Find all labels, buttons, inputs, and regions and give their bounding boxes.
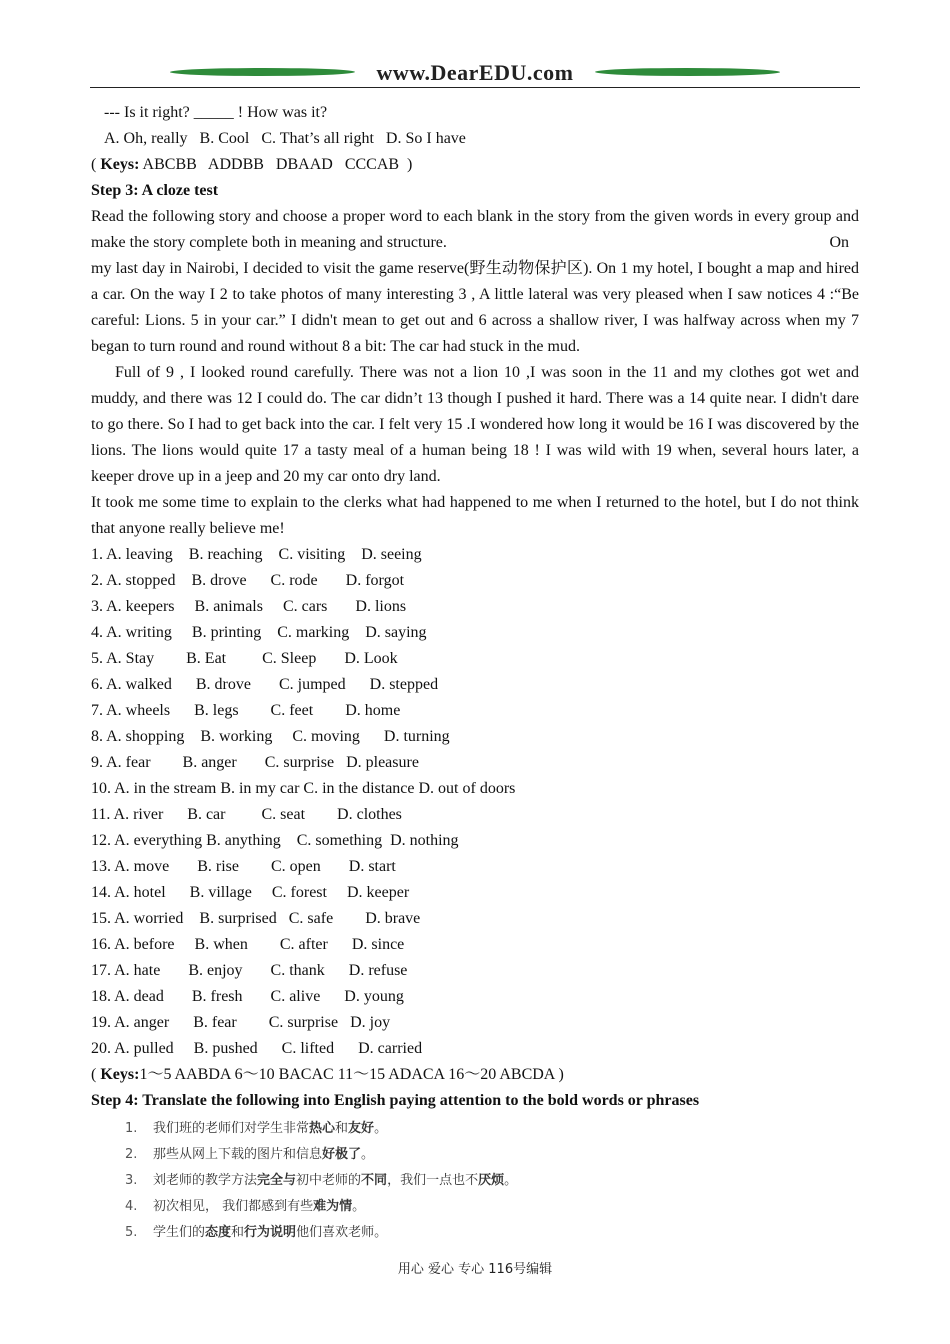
question-item: 5. A. Stay B. Eat C. Sleep D. Look bbox=[91, 650, 398, 667]
question-item: 3. A. keepers B. animals C. cars D. lions bbox=[91, 598, 407, 615]
question-item: 8. A. shopping B. working C. moving D. turning bbox=[91, 728, 450, 745]
translation-item: 5. 学生们的态度和行为说明他们喜欢老师。 bbox=[125, 1225, 388, 1240]
question-item: 14. A. hotel B. village C. forest D. keeper bbox=[91, 884, 410, 901]
header-rule bbox=[90, 87, 860, 88]
document-body bbox=[91, 100, 859, 1114]
keys-line-2: ( Keys:1～5 AABDA 6～10 BACAC 11～15 ADACA 16～20 ABCDA ) bbox=[91, 1066, 564, 1083]
bold-phrase: 完全与 bbox=[257, 1173, 297, 1188]
question-line: --- Is it right? _____ ! How was it? bbox=[104, 104, 328, 121]
translation-text: 那些从网上下载的图片和信息 bbox=[153, 1147, 323, 1162]
bold-phrase: 行为说明 bbox=[244, 1225, 297, 1240]
question-item: 13. A. move B. rise C. open D. start bbox=[91, 858, 396, 875]
translation-text: 。 bbox=[361, 1147, 375, 1162]
page-header bbox=[90, 60, 860, 90]
question-item: 6. A. walked B. drove C. jumped D. stepped bbox=[91, 676, 439, 693]
bold-phrase: 友好 bbox=[348, 1121, 375, 1136]
question-item: 9. A. fear B. anger C. surprise D. pleasure bbox=[91, 754, 419, 771]
question-item: 12. A. everything B. anything C. something D. nothing bbox=[91, 832, 459, 849]
story-paragraph-2: Full of 9 , I looked round carefully. There was not a lion 10 ,I was soon in the 11 and my clothes got wet and muddy, and there was 12 I could do. The car didn’t 13 though I pushed it hard. There was a 14 quite near. I didn't dare to go there. So I had to get back into the car. I felt very 15 .I wondered how long it would be 16 I was discovered by the lions. The lions would quite 17 a tasty meal of a human being 18 ! I was wild with 19 when, several hours later, a keeper drove up in a jeep and 20 my car onto dry land. bbox=[91, 364, 859, 485]
translation-text: 学生们的 bbox=[153, 1225, 206, 1240]
question-item: 15. A. worried B. surprised C. safe D. brave bbox=[91, 910, 421, 927]
translation-item: 4. 初次相见， 我们都感到有些难为情。 bbox=[125, 1199, 366, 1214]
question-item: 20. A. pulled B. pushed C. lifted D. carried bbox=[91, 1040, 423, 1057]
step3-title: Step 3: A cloze test bbox=[91, 182, 219, 199]
question-item: 18. A. dead B. fresh C. alive D. young bbox=[91, 988, 404, 1005]
question-list bbox=[91, 542, 859, 1062]
step4-title: Step 4: Translate the following into English paying attention to the bold words or phrases bbox=[91, 1092, 700, 1109]
question-item: 11. A. river B. car C. seat D. clothes bbox=[91, 806, 402, 823]
translation-item: 3. 刘老师的教学方法完全与初中老师的不同，我们一点也不厌烦。 bbox=[125, 1173, 518, 1188]
keys-line: ( Keys: ABCBB ADDBB DBAAD CCCAB ) bbox=[91, 156, 413, 173]
bold-phrase: 态度 bbox=[205, 1225, 232, 1240]
question-item: 7. A. wheels B. legs C. feet D. home bbox=[91, 702, 401, 719]
site-logo: www.DearEDU.com bbox=[90, 60, 860, 86]
answer-options: A. Oh, really B. Cool C. That’s all right D. So I have bbox=[104, 130, 466, 147]
translation-text: 初次相见， 我们都感到有些 bbox=[153, 1199, 314, 1214]
translation-text: 和 bbox=[231, 1225, 245, 1240]
question-item: 1. A. leaving B. reaching C. visiting D. seeing bbox=[91, 546, 422, 563]
question-item: 4. A. writing B. printing C. marking D. saying bbox=[91, 624, 427, 641]
translation-text: 我们班的老师们对学生非常 bbox=[153, 1121, 310, 1136]
question-item: 10. A. in the stream B. in my car C. in the distance D. out of doors bbox=[91, 780, 516, 797]
bold-phrase: 热心 bbox=[309, 1121, 336, 1136]
translation-text: 刘老师的教学方法 bbox=[153, 1173, 258, 1188]
bold-phrase: 难为情 bbox=[313, 1199, 353, 1214]
question-item: 17. A. hate B. enjoy C. thank D. refuse bbox=[91, 962, 408, 979]
question-item: 16. A. before B. when C. after D. since bbox=[91, 936, 405, 953]
story-paragraph-1: my last day in Nairobi, I decided to visit the game reserve(野生动物保护区). On 1 my hotel, I bought a map and hired a car. On the way I 2 to take photos of many interesting 3 , A little lateral was very pleased when I saw notices 4 :“Be careful: Lions. 5 in your car.” I didn't mean to get out and 6 across a shallow river, I was halfway across when my 7 began to turn round and round without 8 a bit: The car had stuck in the mud. bbox=[91, 260, 859, 355]
question-item: 2. A. stopped B. drove C. rode D. forgot bbox=[91, 572, 405, 589]
translation-text: 和 bbox=[335, 1121, 349, 1136]
translation-text: ，我们一点也不 bbox=[387, 1173, 479, 1188]
page-footer: 用心 爱心 专心 116号编辑 bbox=[397, 1262, 553, 1277]
translation-text: 。 bbox=[504, 1173, 518, 1188]
translation-item: 2. 那些从网上下载的图片和信息好极了。 bbox=[125, 1147, 375, 1162]
translation-text: 。 bbox=[352, 1199, 366, 1214]
translation-text: 初中老师的 bbox=[296, 1173, 362, 1188]
question-item: 19. A. anger B. fear C. surprise D. joy bbox=[91, 1014, 391, 1031]
bold-phrase: 好极了 bbox=[322, 1147, 362, 1162]
bold-phrase: 厌烦 bbox=[478, 1173, 505, 1188]
translation-text: 。 bbox=[374, 1121, 388, 1136]
translation-item: 1. 我们班的老师们对学生非常热心和友好。 bbox=[125, 1121, 388, 1136]
translation-text: 他们喜欢老师。 bbox=[296, 1225, 388, 1240]
instructions: Read the following story and choose a proper word to each blank in the story from the given words in every group and make the story complete both in meaning and structure. On bbox=[91, 208, 859, 251]
bold-phrase: 不同 bbox=[361, 1173, 388, 1188]
story-paragraph-3: It took me some time to explain to the clerks what had happened to me when I returned to the hotel, but I do not think that anyone really believe me! bbox=[91, 494, 859, 537]
translation-list bbox=[125, 1116, 517, 1246]
